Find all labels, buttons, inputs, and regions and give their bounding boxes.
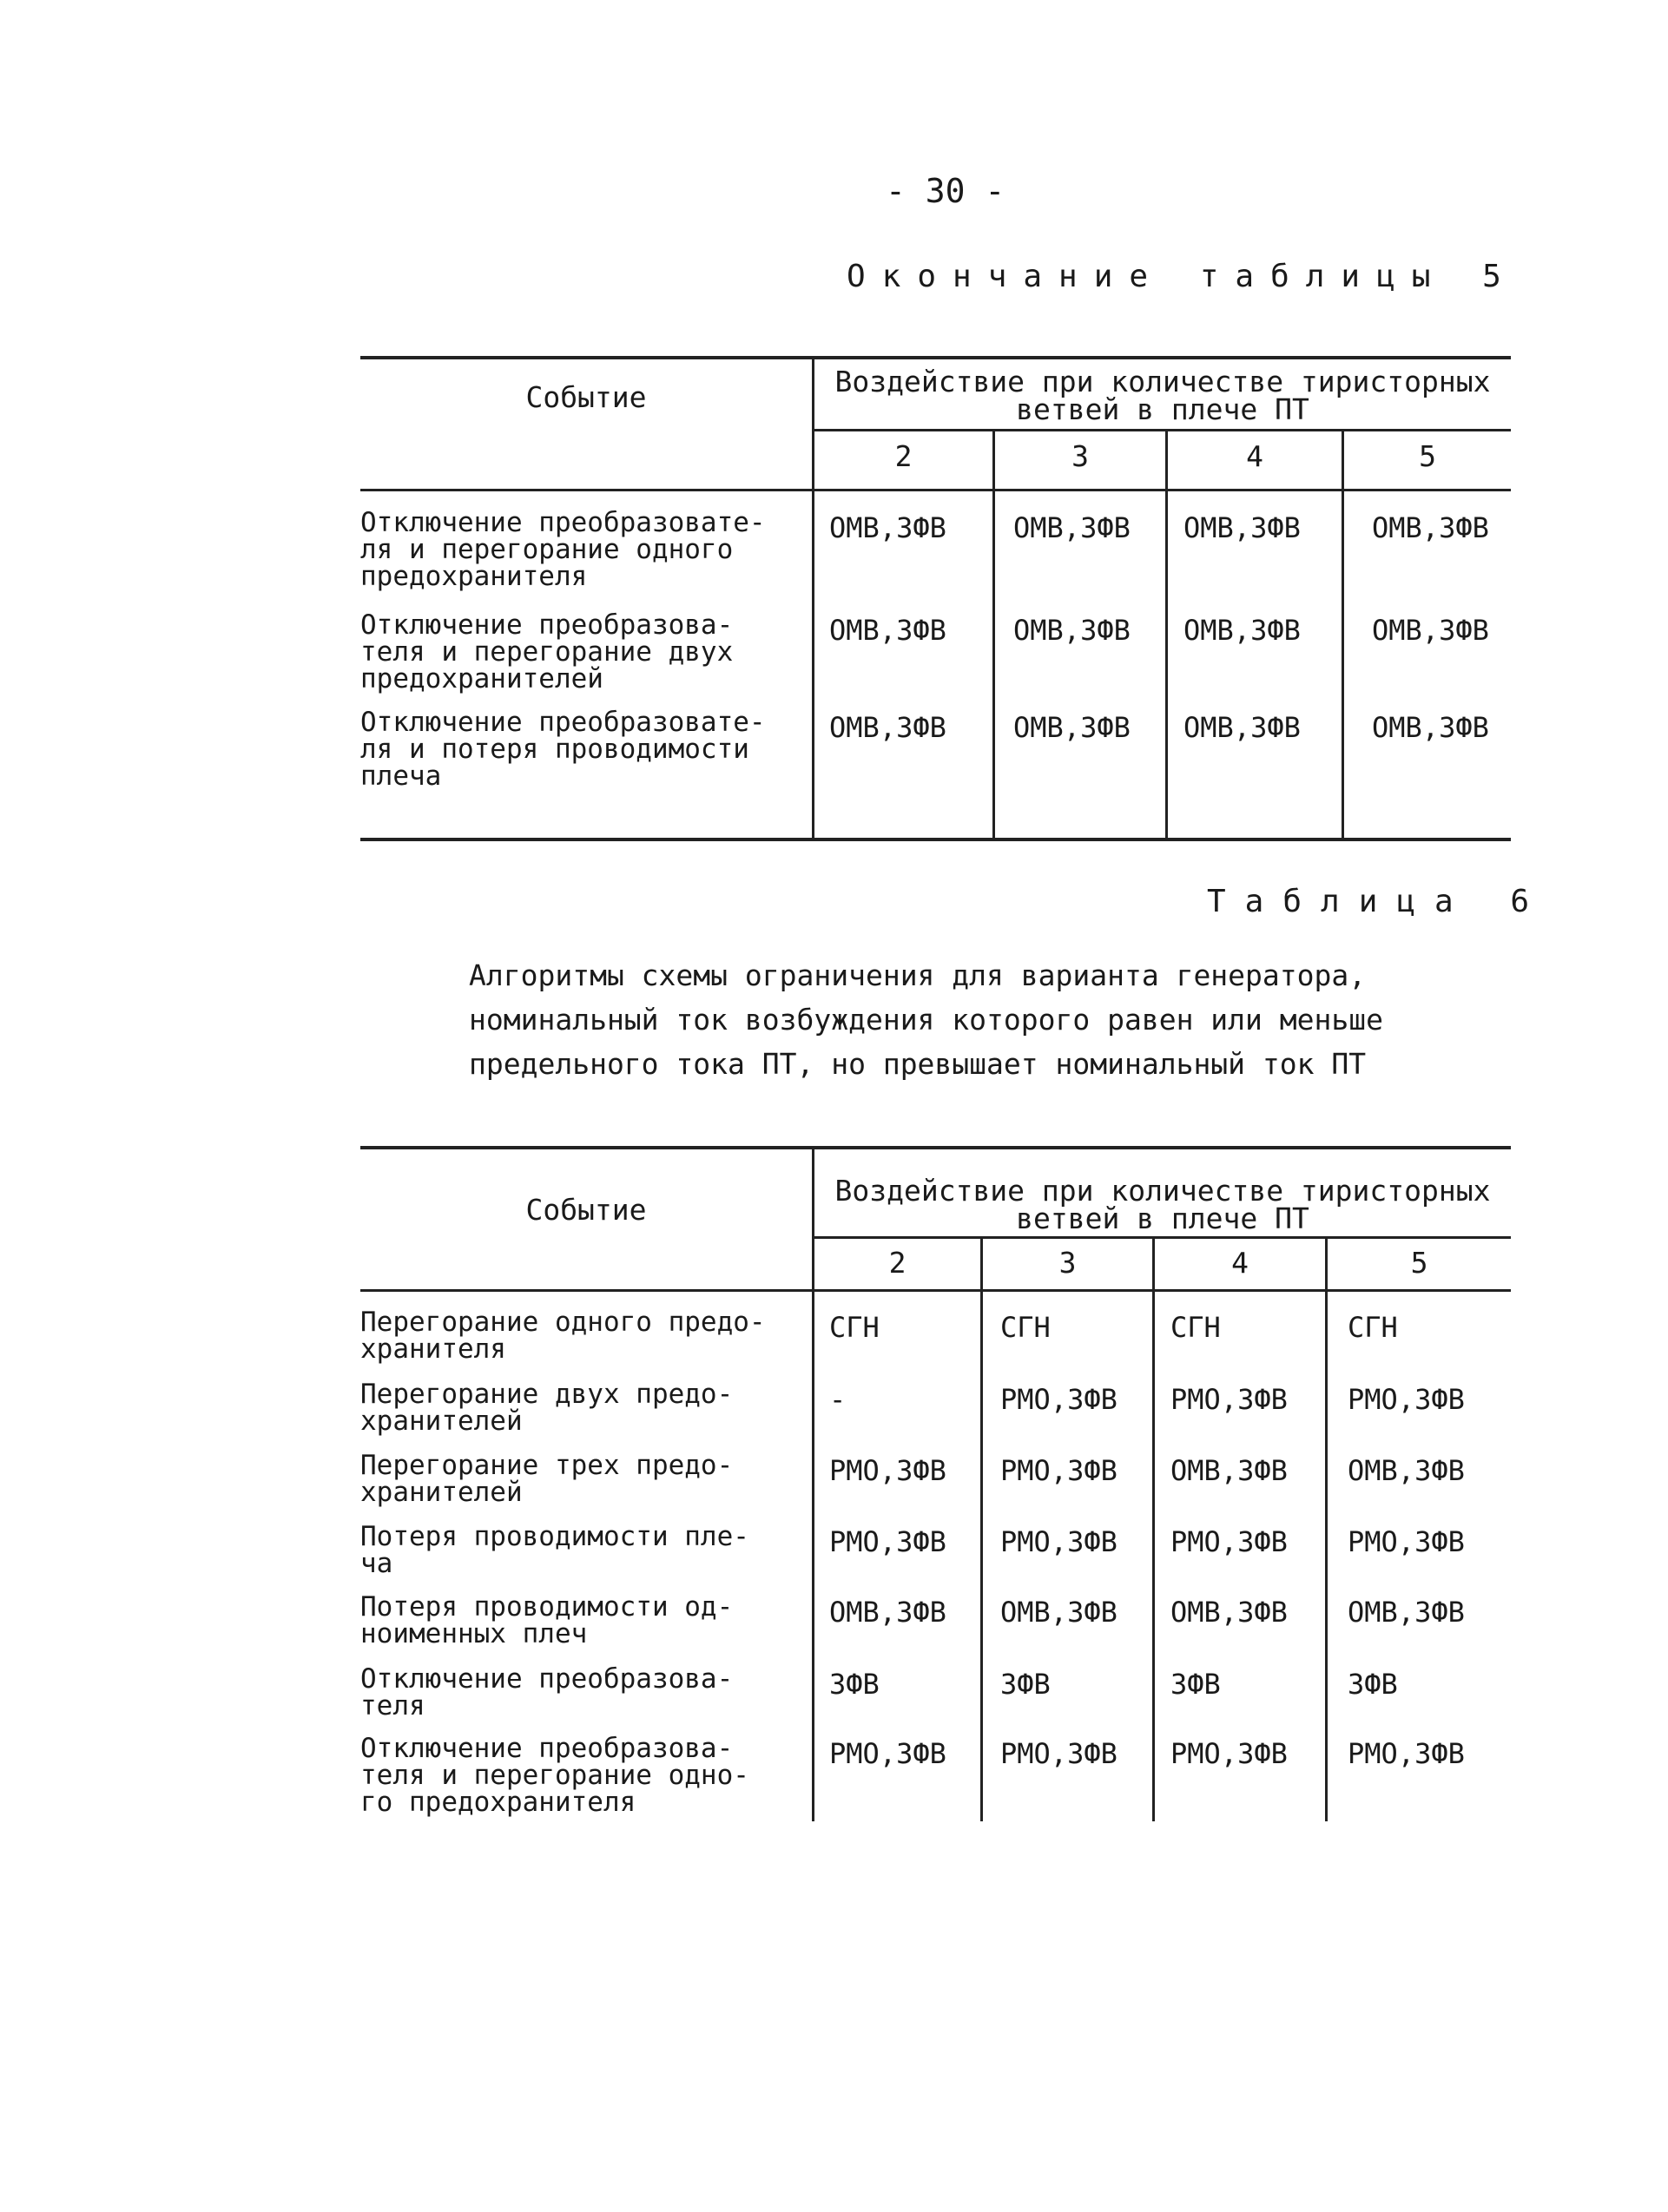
- event-line: го предохранителя: [360, 1787, 636, 1818]
- action-cell: ОМВ,ЗФВ: [1013, 511, 1131, 544]
- column-divider: [992, 429, 995, 838]
- action-cell: РМО,ЗФВ: [1000, 1525, 1117, 1558]
- action-cell: ОМВ,ЗФВ: [1372, 711, 1489, 744]
- action-cell: ОМВ,ЗФВ: [1183, 711, 1301, 744]
- action-column-header: Воздействие при количестве тиристорных ветвей в плече ПТ: [834, 1174, 1491, 1235]
- table-6: [360, 1146, 1511, 1840]
- event-cell: [360, 1452, 812, 1506]
- column-number: 2: [894, 439, 913, 473]
- action-cell: РМО,ЗФВ: [1170, 1525, 1288, 1558]
- action-cell: ОМВ,ЗФВ: [1013, 711, 1131, 744]
- action-cell: СГН: [1348, 1311, 1398, 1344]
- event-cell: [360, 1591, 812, 1649]
- event-line: Отключение преобразова-: [360, 1733, 734, 1764]
- event-line: предохранителя: [360, 561, 588, 592]
- column-number: 3: [1071, 439, 1089, 473]
- action-cell: ЗФВ: [1000, 1668, 1051, 1701]
- table-header-rule: [360, 1289, 1511, 1292]
- action-cell: ЗФВ: [829, 1668, 880, 1701]
- continuation-title: Окончание таблицы 5: [847, 259, 1518, 294]
- action-cell: РМО,ЗФВ: [1348, 1737, 1465, 1770]
- event-line: Перегорание одного предо-: [360, 1307, 766, 1338]
- column-divider: [1325, 1236, 1328, 1821]
- action-cell: РМО,ЗФВ: [1170, 1383, 1288, 1416]
- page-number: - 30 -: [886, 172, 1005, 210]
- action-cell: ОМВ,ЗФВ: [1183, 511, 1301, 544]
- action-cell: РМО,ЗФВ: [829, 1737, 946, 1770]
- action-cell: РМО,ЗФВ: [1170, 1737, 1288, 1770]
- action-cell: ЗФВ: [1170, 1668, 1221, 1701]
- action-cell: ОМВ,ЗФВ: [1183, 614, 1301, 647]
- event-line: предохранителей: [360, 663, 603, 695]
- event-line: ноименных плеч: [360, 1618, 588, 1649]
- event-line: Перегорание двух предо-: [360, 1379, 734, 1410]
- action-cell: ЗФВ: [1348, 1668, 1398, 1701]
- action-cell: ОМВ,ЗФВ: [829, 1596, 946, 1629]
- event-line: Потеря проводимости пле-: [360, 1521, 749, 1552]
- column-number: 5: [1410, 1246, 1428, 1280]
- action-cell: ОМВ,ЗФВ: [1348, 1596, 1465, 1629]
- column-number: 2: [888, 1246, 907, 1280]
- table-header-rule: [360, 489, 1511, 491]
- action-cell: ОМВ,ЗФВ: [1372, 511, 1489, 544]
- table-6-title: Таблица 6: [1207, 884, 1549, 919]
- table-subheader-rule: [812, 429, 1511, 431]
- action-cell: ОМВ,ЗФВ: [1013, 614, 1131, 647]
- column-divider: [812, 356, 814, 838]
- action-cell: ОМВ,ЗФВ: [1170, 1454, 1288, 1487]
- event-column-header: Событие: [525, 1193, 647, 1227]
- action-cell: РМО,ЗФВ: [829, 1454, 946, 1487]
- event-line: Потеря проводимости од-: [360, 1591, 734, 1623]
- action-column-header: Воздействие при количестве тиристорных ветвей в плече ПТ: [834, 365, 1491, 426]
- action-cell: РМО,ЗФВ: [1348, 1383, 1465, 1416]
- table-subheader-rule: [812, 1236, 1511, 1239]
- action-cell: РМО,ЗФВ: [1000, 1454, 1117, 1487]
- column-divider: [1152, 1236, 1155, 1821]
- column-divider: [980, 1236, 983, 1821]
- event-line: Отключение преобразовате-: [360, 707, 766, 738]
- event-line: теля и перегорание двух: [360, 636, 734, 668]
- action-cell: ОМВ,ЗФВ: [1170, 1596, 1288, 1629]
- event-line: хранителей: [360, 1406, 523, 1437]
- action-cell: ОМВ,ЗФВ: [829, 511, 946, 544]
- event-line: хранителей: [360, 1477, 523, 1508]
- column-number: 4: [1246, 439, 1263, 473]
- event-line: ля и потеря проводимости: [360, 734, 749, 765]
- event-line: плеча: [360, 760, 442, 792]
- table-5: [360, 356, 1511, 842]
- table-6-caption: Алгоритмы схемы ограничения для варианта генератора, номинальный ток возбуждения которого равен или меньше предельного тока ПТ, но превышает номинальный ток ПТ: [469, 958, 1383, 1081]
- action-cell: ОМВ,ЗФВ: [829, 711, 946, 744]
- action-cell: РМО,ЗФВ: [1348, 1525, 1465, 1558]
- event-line: Отключение преобразова-: [360, 1663, 734, 1695]
- column-number: 4: [1231, 1246, 1249, 1280]
- action-cell: ОМВ,ЗФВ: [1348, 1454, 1465, 1487]
- event-line: хранителя: [360, 1333, 506, 1365]
- column-number: 3: [1058, 1246, 1077, 1280]
- column-number: 5: [1419, 439, 1436, 473]
- event-cell: [360, 609, 812, 695]
- table-bottom-rule: [360, 838, 1511, 841]
- action-cell: СГН: [1170, 1311, 1221, 1344]
- action-cell: ОМВ,ЗФВ: [1000, 1596, 1117, 1629]
- event-column-header: Событие: [525, 380, 647, 414]
- action-cell: СГН: [1000, 1311, 1051, 1344]
- column-divider: [1342, 429, 1344, 838]
- table-top-rule: [360, 356, 1511, 359]
- action-cell: РМО,ЗФВ: [829, 1525, 946, 1558]
- event-cell: [360, 1521, 812, 1579]
- action-cell: СГН: [829, 1311, 880, 1344]
- action-cell: РМО,ЗФВ: [1000, 1737, 1117, 1770]
- event-line: Отключение преобразовате-: [360, 507, 766, 538]
- event-cell: [360, 1735, 812, 1816]
- event-line: теля и перегорание одно-: [360, 1760, 749, 1791]
- event-cell: [360, 507, 812, 592]
- action-cell: ОМВ,ЗФВ: [1372, 614, 1489, 647]
- event-cell: [360, 1381, 812, 1435]
- event-line: Перегорание трех предо-: [360, 1450, 734, 1481]
- event-line: теля: [360, 1690, 425, 1722]
- event-cell: [360, 709, 812, 790]
- action-cell: -: [829, 1383, 847, 1416]
- column-divider: [1165, 429, 1168, 838]
- event-line: ча: [360, 1548, 393, 1579]
- event-cell: [360, 1309, 812, 1363]
- action-cell: ОМВ,ЗФВ: [829, 614, 946, 647]
- event-line: ля и перегорание одного: [360, 534, 734, 565]
- event-line: Отключение преобразова-: [360, 609, 734, 641]
- action-cell: РМО,ЗФВ: [1000, 1383, 1117, 1416]
- event-cell: [360, 1663, 812, 1722]
- table-top-rule: [360, 1146, 1511, 1149]
